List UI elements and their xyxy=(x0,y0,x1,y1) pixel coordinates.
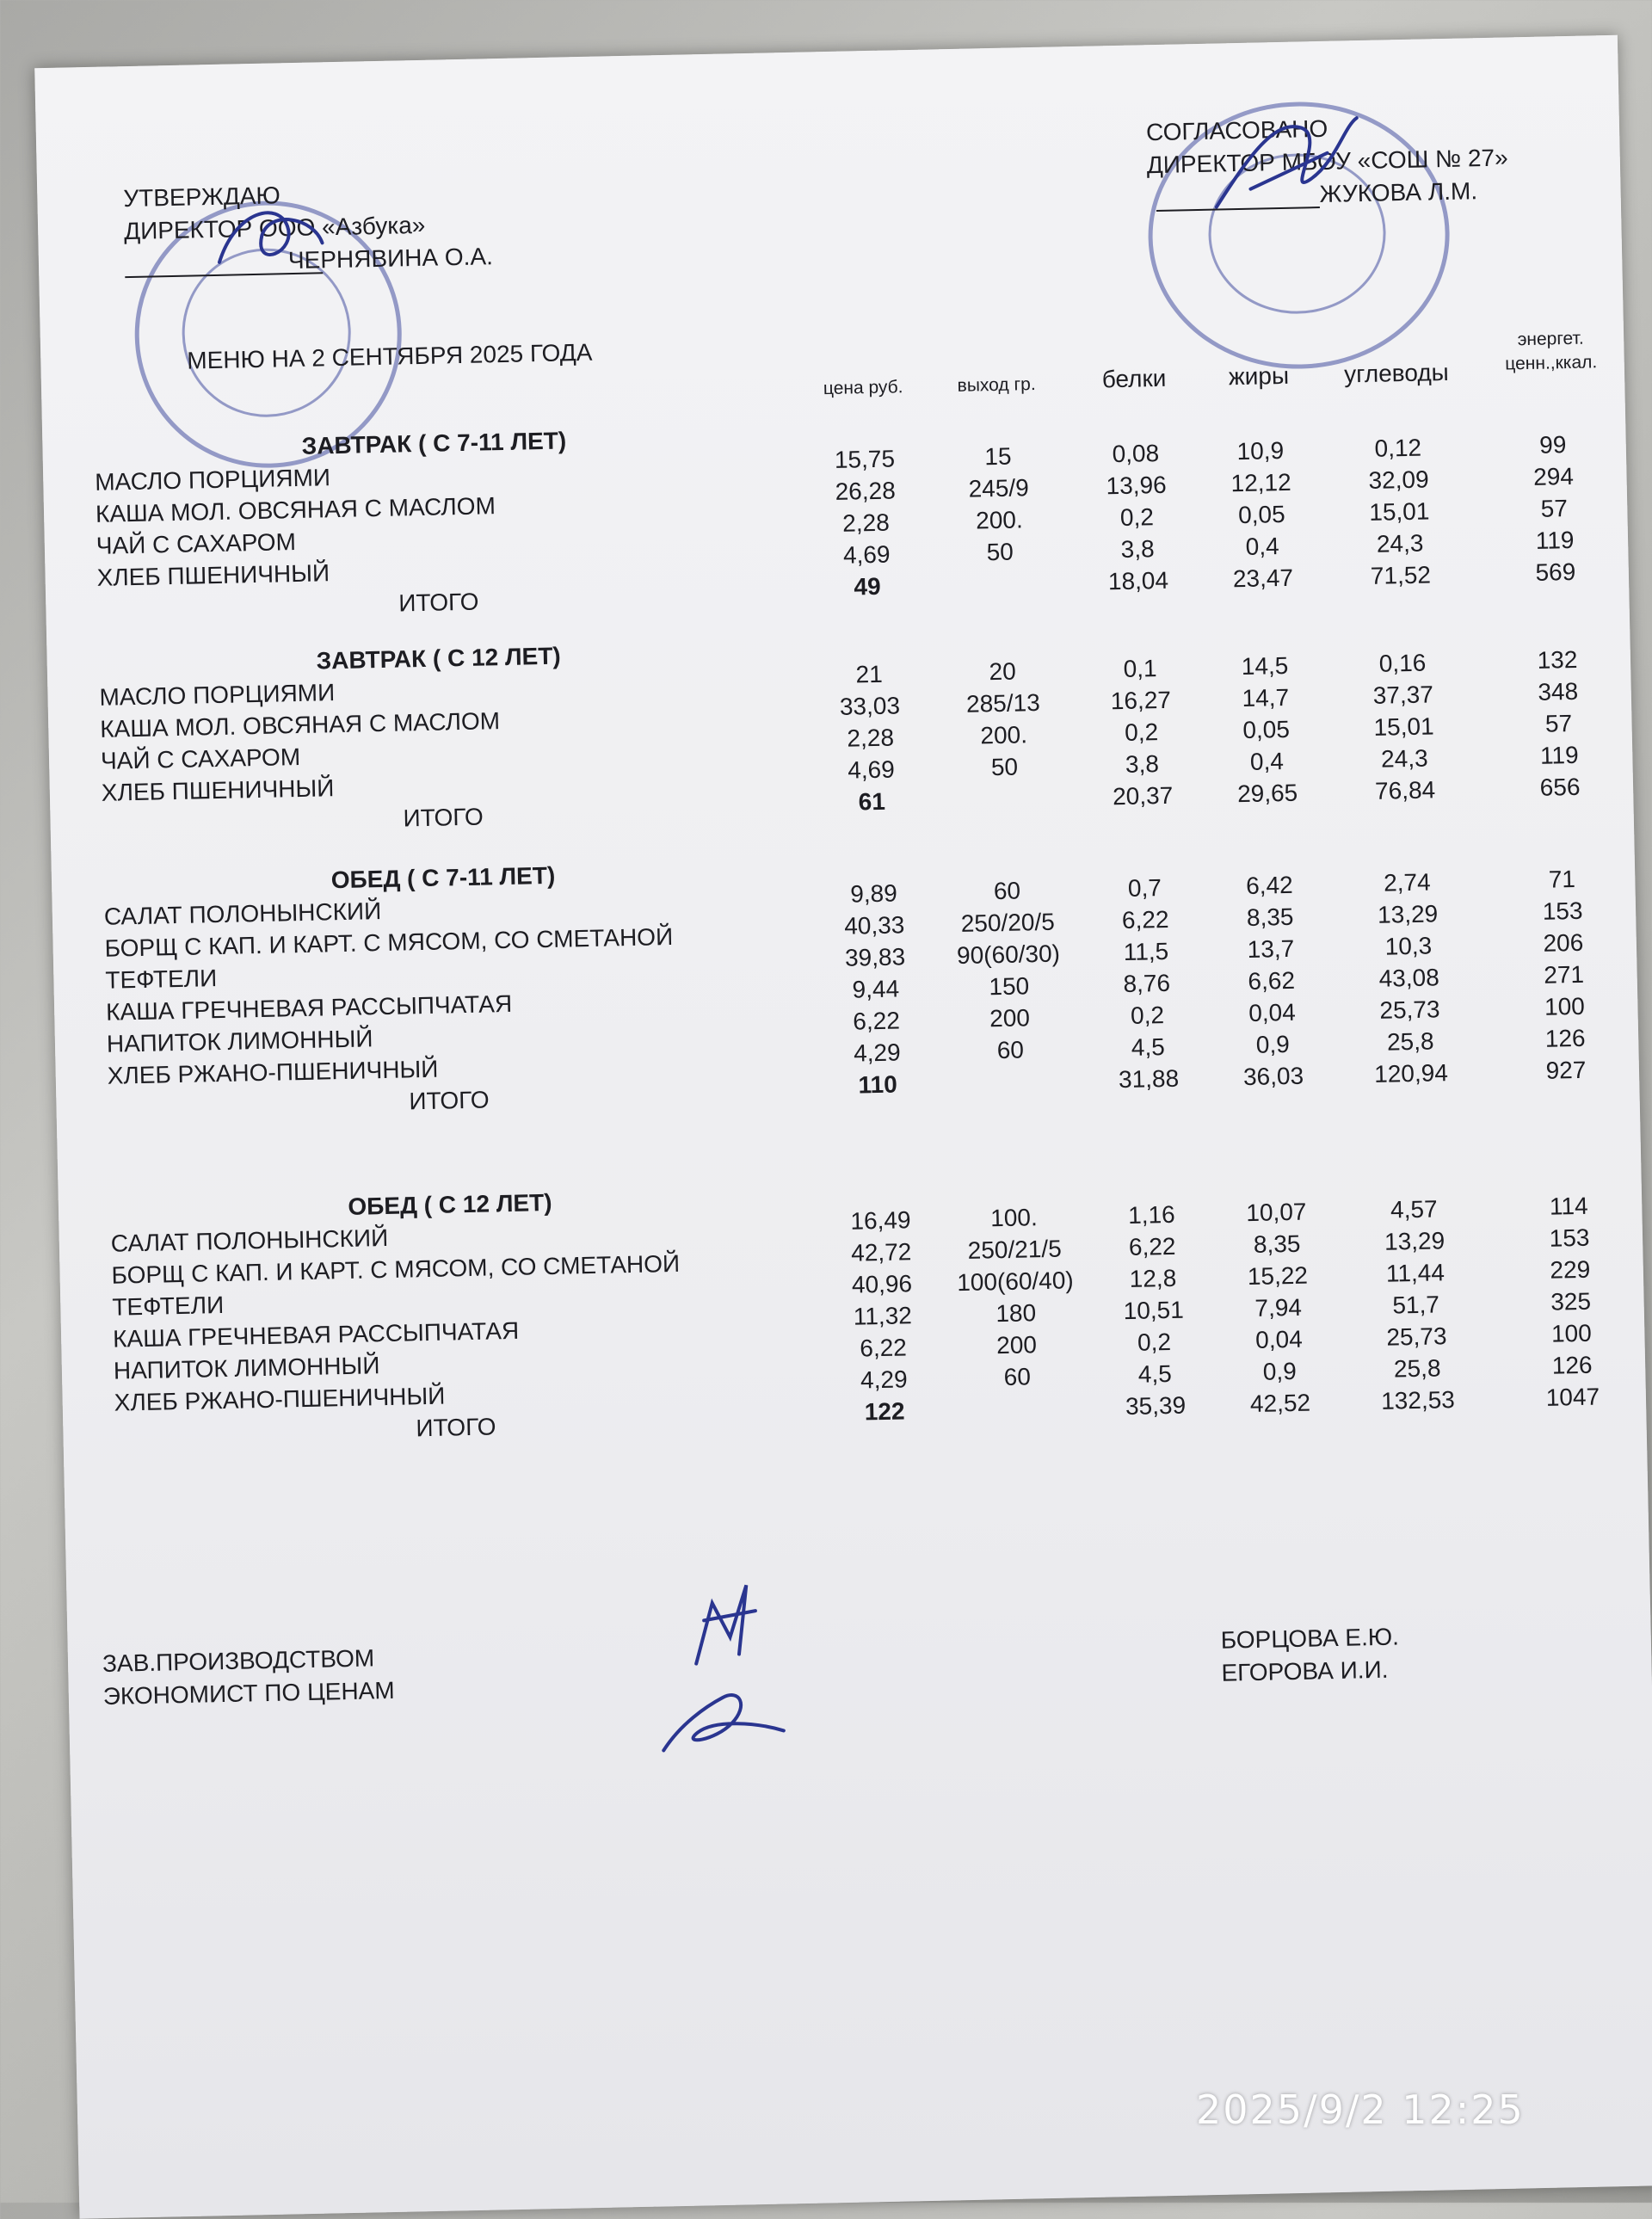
item-protein: 0,1 xyxy=(1123,655,1157,682)
column-header-energy-line2: ценн.,ккал. xyxy=(1505,352,1598,374)
total-label: ИТОГО xyxy=(409,1086,490,1115)
item-energy: 114 xyxy=(1549,1192,1588,1220)
item-output: 60 xyxy=(996,1036,1025,1064)
item-name: ЧАЙ С САХАРОМ xyxy=(100,743,301,774)
item-fat: 8,35 xyxy=(1246,903,1294,931)
item-output: 20 xyxy=(989,657,1017,686)
item-carbs: 51,7 xyxy=(1392,1291,1440,1319)
item-name: ХЛЕБ ПШЕНИЧНЫЙ xyxy=(101,774,335,806)
item-protein: 13,96 xyxy=(1106,471,1167,500)
total-price: 110 xyxy=(858,1070,898,1099)
item-energy: 271 xyxy=(1543,960,1585,989)
item-protein: 6,22 xyxy=(1121,905,1169,934)
item-protein: 3,8 xyxy=(1125,750,1160,778)
item-protein: 0,2 xyxy=(1137,1328,1172,1356)
economist-signature xyxy=(644,1670,801,1768)
item-name: ТЕФТЕЛИ xyxy=(105,965,218,994)
item-output: 60 xyxy=(993,877,1021,905)
item-output: 50 xyxy=(990,753,1019,781)
item-carbs: 25,8 xyxy=(1393,1354,1441,1383)
item-carbs: 15,01 xyxy=(1373,712,1434,741)
item-energy: 325 xyxy=(1550,1287,1592,1316)
item-carbs: 4,57 xyxy=(1390,1195,1438,1224)
total-fat: 29,65 xyxy=(1236,779,1298,808)
item-output: 200. xyxy=(975,506,1024,534)
column-header-carbs: углеводы xyxy=(1343,358,1450,388)
item-energy: 229 xyxy=(1550,1255,1591,1284)
item-energy: 294 xyxy=(1532,462,1575,490)
total-protein: 35,39 xyxy=(1125,1391,1187,1421)
item-name: ТЕФТЕЛИ xyxy=(112,1291,225,1321)
item-fat: 10,07 xyxy=(1245,1198,1307,1227)
item-name: БОРЩ С КАП. И КАРТ. С МЯСОМ, СО СМЕТАНОЙ xyxy=(104,922,674,962)
item-output: 250/20/5 xyxy=(960,908,1056,937)
approve-name: ЧЕРНЯВИНА О.А. xyxy=(287,243,494,274)
item-price: 6,22 xyxy=(853,1007,901,1035)
item-name: КАША МОЛ. ОВСЯНАЯ С МАСЛОМ xyxy=(99,707,501,743)
item-carbs: 11,44 xyxy=(1385,1259,1446,1287)
total-protein: 31,88 xyxy=(1118,1064,1180,1094)
item-protein: 16,27 xyxy=(1110,686,1172,715)
item-fat: 6,62 xyxy=(1248,966,1296,995)
item-price: 39,83 xyxy=(844,943,906,971)
agreed-director: ДИРЕКТОР МБОУ «СОШ № 27» xyxy=(1146,144,1508,179)
item-protein: 12,8 xyxy=(1129,1264,1177,1292)
item-protein: 0,08 xyxy=(1112,439,1160,468)
item-energy: 348 xyxy=(1538,677,1579,706)
item-price: 26,28 xyxy=(835,477,897,505)
item-name: МАСЛО ПОРЦИЯМИ xyxy=(99,679,336,711)
item-fat: 7,94 xyxy=(1254,1293,1303,1322)
item-carbs: 25,73 xyxy=(1386,1322,1447,1351)
item-price: 21 xyxy=(855,660,884,688)
item-protein: 8,76 xyxy=(1123,969,1171,997)
item-energy: 99 xyxy=(1538,431,1567,459)
item-price: 4,69 xyxy=(847,755,896,784)
item-fat: 14,5 xyxy=(1241,651,1289,681)
item-name: КАША МОЛ. ОВСЯНАЯ С МАСЛОМ xyxy=(95,492,496,527)
approve-director: ДИРЕКТОР ООО «Азбука» xyxy=(123,211,426,245)
column-header-fat: жиры xyxy=(1228,361,1290,391)
item-energy: 57 xyxy=(1544,710,1573,737)
footer-name-production: БОРЦОВА Е.Ю. xyxy=(1220,1623,1400,1654)
item-output: 180 xyxy=(996,1299,1037,1328)
item-name: ХЛЕБ РЖАНО-ПШЕНИЧНЫЙ xyxy=(114,1382,446,1416)
item-output: 100(60/40) xyxy=(956,1267,1075,1297)
item-protein: 0,7 xyxy=(1127,874,1162,902)
agreed-name: ЖУКОВА Л.М. xyxy=(1319,177,1478,208)
item-energy: 57 xyxy=(1540,495,1569,522)
item-output: 90(60/30) xyxy=(956,940,1061,970)
column-header-protein: белки xyxy=(1101,364,1167,393)
item-price: 33,03 xyxy=(839,692,901,720)
item-price: 9,44 xyxy=(852,975,900,1003)
agreed-signature xyxy=(1197,101,1372,233)
item-price: 4,29 xyxy=(853,1039,901,1067)
item-name: ХЛЕБ ПШЕНИЧНЫЙ xyxy=(96,559,330,591)
column-header-energy-line1: энергет. xyxy=(1517,328,1584,350)
item-output: 100. xyxy=(989,1204,1038,1232)
item-energy: 153 xyxy=(1542,897,1583,925)
item-output: 200 xyxy=(996,1331,1038,1359)
item-fat: 12,12 xyxy=(1230,468,1291,497)
item-price: 2,28 xyxy=(847,724,895,752)
item-carbs: 25,8 xyxy=(1386,1027,1434,1056)
item-carbs: 13,29 xyxy=(1377,900,1439,928)
director-signature xyxy=(200,191,340,288)
item-output: 60 xyxy=(1003,1363,1032,1391)
total-fat: 42,52 xyxy=(1249,1389,1311,1418)
item-price: 4,29 xyxy=(860,1365,908,1394)
total-price: 61 xyxy=(858,787,886,816)
item-price: 40,33 xyxy=(843,911,905,940)
footer-role-economist: ЭКОНОМИСТ ПО ЦЕНАМ xyxy=(102,1676,395,1710)
item-protein: 0,2 xyxy=(1124,718,1159,746)
total-fat: 23,47 xyxy=(1232,564,1294,593)
item-output: 200. xyxy=(980,721,1028,749)
item-energy: 153 xyxy=(1549,1224,1590,1252)
item-fat: 13,7 xyxy=(1247,934,1295,963)
total-energy: 569 xyxy=(1535,558,1576,586)
item-price: 42,72 xyxy=(850,1238,912,1267)
menu-title: МЕНЮ НА 2 СЕНТЯБРЯ 2025 ГОДА xyxy=(187,338,593,374)
item-price: 6,22 xyxy=(859,1334,908,1362)
item-output: 245/9 xyxy=(968,474,1030,502)
item-fat: 0,4 xyxy=(1245,533,1279,560)
item-carbs: 25,73 xyxy=(1379,995,1440,1024)
item-fat: 6,42 xyxy=(1245,871,1293,899)
item-output: 150 xyxy=(989,972,1030,1001)
total-energy: 656 xyxy=(1539,773,1581,801)
item-carbs: 37,37 xyxy=(1372,681,1434,709)
section-title: ОБЕД ( С 7-11 ЛЕТ) xyxy=(330,861,556,894)
item-price: 2,28 xyxy=(841,509,891,537)
item-energy: 100 xyxy=(1544,992,1586,1020)
item-protein: 11,5 xyxy=(1123,937,1169,965)
footer-name-economist: ЕГОРОВА И.И. xyxy=(1221,1655,1389,1686)
total-carbs: 71,52 xyxy=(1370,561,1432,589)
section-title: ЗАВТРАК ( С 7-11 ЛЕТ) xyxy=(301,427,567,459)
item-price: 40,96 xyxy=(851,1270,913,1298)
menu-sheet xyxy=(34,35,1652,2219)
item-energy: 126 xyxy=(1551,1351,1593,1379)
item-carbs: 15,01 xyxy=(1368,497,1430,526)
total-carbs: 132,53 xyxy=(1380,1386,1456,1415)
item-output: 15 xyxy=(983,442,1012,471)
item-name: САЛАТ ПОЛОНЫНСКИЙ xyxy=(103,897,382,930)
item-protein: 0,2 xyxy=(1119,503,1155,531)
item-output: 285/13 xyxy=(965,688,1041,718)
item-carbs: 32,09 xyxy=(1368,465,1429,494)
production-signature xyxy=(677,1567,782,1672)
item-output: 250/21/5 xyxy=(967,1235,1063,1264)
item-protein: 4,5 xyxy=(1137,1359,1173,1388)
item-fat: 0,04 xyxy=(1254,1325,1304,1353)
item-fat: 0,05 xyxy=(1237,500,1285,529)
item-name: КАША ГРЕЧНЕВАЯ РАССЫПЧАТАЯ xyxy=(105,989,513,1026)
item-price: 11,32 xyxy=(853,1302,913,1330)
item-protein: 3,8 xyxy=(1120,535,1155,563)
item-carbs: 0,16 xyxy=(1378,649,1427,677)
section-title: ОБЕД ( С 12 ЛЕТ) xyxy=(348,1188,552,1220)
item-fat: 0,05 xyxy=(1242,715,1291,744)
item-carbs: 13,29 xyxy=(1384,1227,1446,1255)
total-protein: 18,04 xyxy=(1107,566,1169,595)
item-fat: 14,7 xyxy=(1242,683,1290,712)
item-fat: 10,9 xyxy=(1236,436,1285,465)
total-label: ИТОГО xyxy=(398,588,479,617)
footer-role-production: ЗАВ.ПРОИЗВОДСТВОМ xyxy=(102,1644,375,1678)
item-fat: 0,4 xyxy=(1249,748,1285,775)
item-carbs: 10,3 xyxy=(1384,932,1433,960)
item-protein: 4,5 xyxy=(1131,1033,1166,1061)
item-protein: 0,2 xyxy=(1130,1002,1165,1029)
item-carbs: 0,12 xyxy=(1374,434,1422,462)
item-protein: 1,16 xyxy=(1127,1200,1175,1229)
section-title: ЗАВТРАК ( С 12 ЛЕТ) xyxy=(316,642,562,675)
item-carbs: 43,08 xyxy=(1378,964,1440,992)
column-header-price: цена руб. xyxy=(823,377,903,399)
item-name: ЧАЙ С САХАРОМ xyxy=(96,528,297,559)
item-carbs: 24,3 xyxy=(1380,744,1428,773)
item-output: 50 xyxy=(986,538,1014,566)
item-price: 4,69 xyxy=(842,540,891,569)
item-fat: 8,35 xyxy=(1253,1230,1301,1258)
item-price: 16,49 xyxy=(850,1206,911,1235)
total-energy: 1047 xyxy=(1545,1383,1600,1411)
item-price: 9,89 xyxy=(849,879,898,908)
approve-label: УТВЕРЖДАЮ xyxy=(123,182,281,213)
item-carbs: 24,3 xyxy=(1376,529,1424,558)
item-energy: 71 xyxy=(1548,865,1576,893)
item-protein: 6,22 xyxy=(1128,1232,1176,1261)
item-fat: 15,22 xyxy=(1247,1261,1309,1291)
item-fat: 0,9 xyxy=(1255,1030,1291,1058)
item-fat: 0,9 xyxy=(1262,1357,1298,1385)
item-protein: 10,51 xyxy=(1123,1296,1185,1325)
total-price: 49 xyxy=(854,572,881,601)
item-price: 15,75 xyxy=(834,445,896,473)
total-carbs: 76,84 xyxy=(1374,776,1436,804)
photo-timestamp: 2025/9/2 12:25 xyxy=(1196,2086,1525,2133)
total-carbs: 120,94 xyxy=(1373,1059,1449,1088)
agreed-label: СОГЛАСОВАНО xyxy=(1145,114,1328,146)
total-fat: 36,03 xyxy=(1242,1062,1304,1091)
total-protein: 20,37 xyxy=(1112,781,1174,811)
total-price: 122 xyxy=(864,1397,905,1426)
item-name: НАПИТОК ЛИМОННЫЙ xyxy=(113,1352,380,1384)
total-label: ИТОГО xyxy=(403,803,484,832)
item-carbs: 2,74 xyxy=(1383,868,1431,897)
item-energy: 119 xyxy=(1539,741,1579,769)
item-name: КАША ГРЕЧНЕВАЯ РАССЫПЧАТАЯ xyxy=(112,1316,520,1353)
item-name: САЛАТ ПОЛОНЫНСКИЙ xyxy=(110,1224,389,1257)
item-name: ХЛЕБ РЖАНО-ПШЕНИЧНЫЙ xyxy=(107,1055,439,1089)
item-energy: 119 xyxy=(1535,526,1575,554)
column-header-output: выход гр. xyxy=(957,373,1036,396)
item-name: МАСЛО ПОРЦИЯМИ xyxy=(94,464,331,496)
total-energy: 927 xyxy=(1545,1056,1587,1084)
item-name: БОРЩ С КАП. И КАРТ. С МЯСОМ, СО СМЕТАНОЙ xyxy=(111,1249,681,1289)
item-name: НАПИТОК ЛИМОННЫЙ xyxy=(106,1025,373,1057)
item-output: 200 xyxy=(989,1004,1031,1032)
item-energy: 100 xyxy=(1550,1319,1593,1347)
item-energy: 132 xyxy=(1537,645,1578,674)
item-energy: 126 xyxy=(1544,1024,1586,1052)
total-label: ИТОГО xyxy=(416,1413,496,1442)
item-fat: 0,04 xyxy=(1248,998,1297,1026)
item-energy: 206 xyxy=(1543,928,1584,957)
